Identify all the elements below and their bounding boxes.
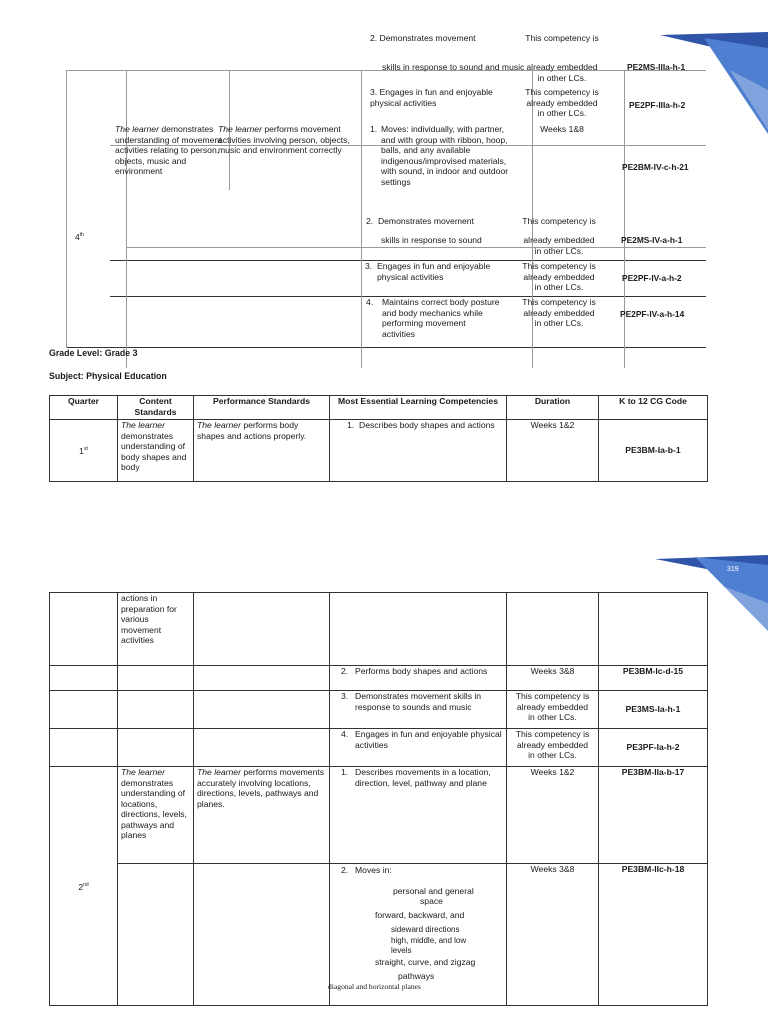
- duration-cell: Weeks 1&2: [507, 420, 599, 482]
- cg-code-cell: PE3PF-Ia-h-2: [599, 729, 708, 767]
- content-standard: The learner demonstrates understanding of movement activities relating to person, objects, music and environment: [115, 124, 222, 176]
- duration-cell: Weeks 3&8: [507, 864, 599, 1006]
- table-row: [50, 729, 708, 767]
- header-competencies: Most Essential Learning Competencies: [330, 396, 507, 420]
- competency-text: 2. Demonstrates movement: [366, 216, 474, 226]
- list-item: high, middle, and low: [391, 935, 467, 945]
- content-standard-cell: [118, 864, 194, 1006]
- header-content-standards: Content Standards: [118, 396, 194, 420]
- cg-code-cell: [599, 593, 708, 666]
- competency-number: 1.: [370, 124, 378, 134]
- quarter-cell: 2nd: [50, 767, 118, 1006]
- table-row: [50, 767, 708, 864]
- competency-cell: 3. Demonstrates movement skills in response to sounds and music: [330, 691, 507, 729]
- table-header-row: [50, 396, 708, 420]
- performance-standard-cell: [194, 593, 330, 666]
- competency-cell: 2. Moves in: personal and general space forward, backward, and sideward directions high, middle, and low levels straight, curve, and zigzag pathways diagonal and horizontal planes: [330, 864, 507, 1006]
- table-row: [50, 666, 708, 691]
- subject-label: Subject: Physical Education: [49, 371, 167, 381]
- table-row: [50, 864, 708, 1006]
- content-standard-cell: [118, 729, 194, 767]
- cg-code: PE2PF-IIIa-h-2: [629, 100, 686, 110]
- header-performance-standards: Performance Standards: [194, 396, 330, 420]
- list-item: levels: [391, 946, 412, 955]
- quarter-cell: [50, 691, 118, 729]
- cg-code-cell: PE3BM-Ia-b-1: [599, 420, 708, 482]
- list-item: diagonal and horizontal planes: [328, 981, 421, 991]
- competency-text: Maintains correct body posture and body mechanics while performing movement activities: [382, 297, 500, 339]
- competency-cell: 4. Engages in fun and enjoyable physical activities: [330, 729, 507, 767]
- duration-text: Weeks 1&8: [540, 124, 584, 134]
- header-cg-code: K to 12 CG Code: [599, 396, 708, 420]
- quarter-cell: 1st: [50, 420, 118, 482]
- header-quarter: Quarter: [50, 396, 118, 420]
- performance-standard-cell: [194, 729, 330, 767]
- quarter-cell: [50, 666, 118, 691]
- content-standard-cell: actions in preparation for various movement activities: [118, 593, 194, 666]
- content-standard-cell: [118, 666, 194, 691]
- cg-code-cell: PE3BM-IIa-b-17: [599, 767, 708, 864]
- content-standard-cell: The learner demonstrates understanding of locations, directions, levels, pathways and planes: [118, 767, 194, 864]
- competency-cell: 1. Describes body shapes and actions: [330, 420, 507, 482]
- performance-standard-cell: [194, 666, 330, 691]
- list-item: forward, backward, and: [375, 909, 465, 920]
- duration-cell: This competency is already embedded in other LCs.: [507, 691, 599, 729]
- grade-level-label: Grade Level: Grade 3: [49, 348, 138, 358]
- quarter-cell: [50, 593, 118, 666]
- quarter-cell: [50, 729, 118, 767]
- list-item: personal and general: [393, 885, 474, 896]
- duration-text: This competency is already embedded in other LCs.: [525, 87, 599, 118]
- table-row: [50, 420, 708, 482]
- cg-code: PE2PF-IV-a-h-14: [620, 309, 685, 319]
- duration-text: already embedded in other LCs.: [523, 235, 595, 256]
- list-item: space: [420, 896, 443, 906]
- performance-standard-cell: The learner performs body shapes and actions properly.: [194, 420, 330, 482]
- cg-code-cell: PE3MS-Ia-h-1: [599, 691, 708, 729]
- performance-standard-cell: The learner performs movements accurately involving locations, directions, levels, pathways and planes.: [194, 767, 330, 864]
- competency-cell: 2. Performs body shapes and actions: [330, 666, 507, 691]
- content-standard-cell: [118, 691, 194, 729]
- performance-standard-cell: [194, 864, 330, 1006]
- duration-text: This competency is already embedded in other LCs.: [522, 297, 596, 328]
- duration-text: already embedded in other LCs.: [526, 62, 598, 83]
- cg-code: PE2BM-IV-c-h-21: [622, 162, 689, 172]
- quarter-label: 4th: [75, 231, 84, 242]
- competency-cell: [330, 593, 507, 666]
- content-standard-cell: The learner demonstrates understanding of body shapes and body: [118, 420, 194, 482]
- duration-text: This competency is already embedded in other LCs.: [522, 261, 596, 292]
- cg-code: PE2MS-IV-a-h-1: [621, 235, 683, 245]
- list-item: sideward directions: [391, 925, 460, 934]
- duration-cell: Weeks 1&2: [507, 767, 599, 864]
- corner-decoration-top: [660, 30, 768, 134]
- grade3-melc-table: [49, 395, 708, 482]
- competency-text: 2. Demonstrates movement: [370, 33, 476, 43]
- competency-text: 3. Engages in fun and enjoyable physical activities: [370, 87, 493, 108]
- table-row: [50, 593, 708, 666]
- competency-text: Moves: individually, with partner, and with group with ribbon, hoop, balls, and any available indigenous/improvised materials, with sound, in indoor and outdoor settings: [381, 124, 509, 187]
- competency-number: 4.: [366, 297, 374, 307]
- competency-text: skills in response to sound: [381, 235, 482, 245]
- cg-code-cell: PE3BM-Ic-d-15: [599, 666, 708, 691]
- cg-code: PE2MS-IIIa-h-1: [627, 62, 686, 72]
- performance-standard: The learner performs movement activities involving person, objects, music and environment correctly: [218, 124, 350, 155]
- list-item: straight, curve, and zigzag: [375, 956, 476, 967]
- duration-cell: Weeks 3&8: [507, 666, 599, 691]
- duration-text: This competency is: [525, 33, 599, 43]
- competency-text: Engages in fun and enjoyable physical activities: [377, 261, 491, 282]
- cg-code-cell: PE3BM-IIc-h-18: [599, 864, 708, 1006]
- duration-cell: [507, 593, 599, 666]
- competency-cell: 1. Describes movements in a location, direction, level, pathway and plane: [330, 767, 507, 864]
- cg-code: PE2PF-IV-a-h-2: [622, 273, 682, 283]
- list-item: pathways: [398, 971, 435, 981]
- grade3-melc-table-continued: [49, 592, 708, 1006]
- table-row: [50, 691, 708, 729]
- duration-cell: This competency is already embedded in other LCs.: [507, 729, 599, 767]
- header-duration: Duration: [507, 396, 599, 420]
- competency-number: 3.: [365, 261, 373, 271]
- performance-standard-cell: [194, 691, 330, 729]
- competency-text: skills in response to sound and music: [382, 62, 525, 72]
- page-number: 319: [727, 566, 739, 573]
- duration-text: This competency is: [522, 216, 596, 226]
